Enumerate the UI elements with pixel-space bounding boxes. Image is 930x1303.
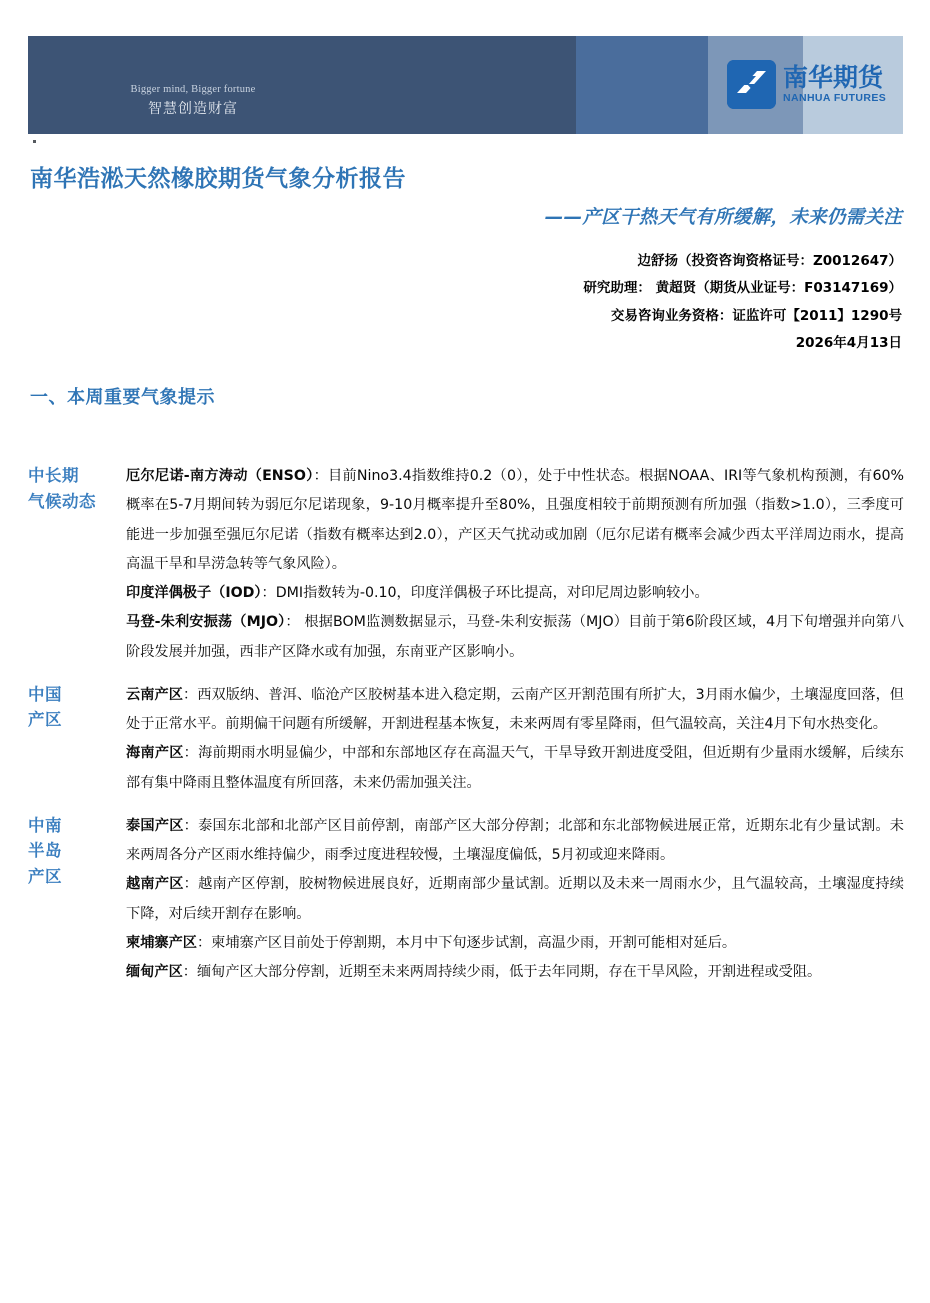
paragraph-text: ： 根据BOM监测数据显示，马登-朱利安振荡（MJO）目前于第6阶段区域，4月下旬增强并向第八阶段发展并加强，西非产区降水或有加强，东南亚产区影响小。 — [126, 614, 905, 660]
logo-text — [783, 65, 886, 104]
company-tagline — [78, 83, 308, 118]
block-label-line: 中南 — [28, 815, 62, 835]
meta-license: 交易咨询业务资格：证监许可【2011】1290号 — [610, 307, 902, 324]
block-label-line: 中国 — [28, 684, 62, 704]
block-label-long-term-climate — [28, 462, 126, 514]
paragraph-thailand — [126, 812, 904, 871]
logo-name-chinese: 南华期货 — [783, 63, 884, 93]
paragraph-text: ：柬埔寨产区目前处于停割期，本月中下旬逐步试割，高温少雨，开割可能相对延后。 — [196, 934, 737, 951]
block-label-indochina-region — [28, 812, 126, 890]
paragraph-iod — [126, 579, 904, 608]
paragraph-vietnam — [126, 870, 904, 929]
page-subtitle: ——产区干热天气有所缓解，未来仍需关注 — [544, 207, 902, 228]
paragraph-term: 印度洋偶极子（IOD） — [126, 585, 262, 601]
report-content — [28, 462, 904, 1001]
block-label-line: 中长期 — [28, 466, 79, 485]
paragraph-text: ：泰国东北部和北部产区目前停割，南部产区大部分停割；北部和东北部物候进展正常，近期东北有少量试割。未来两周各分产区雨水维持偏少，雨季过度进程较慢，土壤湿度偏低，5月初或迎来降雨。 — [126, 817, 904, 863]
company-logo — [727, 60, 886, 109]
block-body — [126, 812, 904, 988]
tagline-english: Bigger mind, Bigger fortune — [130, 83, 256, 95]
paragraph-term: 云南产区 — [126, 686, 183, 703]
paragraph-term: 海南产区 — [126, 745, 184, 762]
paragraph-term: 厄尔尼诺-南方涛动（ENSO） — [126, 468, 314, 484]
paragraph-term: 柬埔寨产区 — [126, 934, 197, 951]
block-label-line: 半岛 — [28, 841, 62, 861]
meta-assistant: 研究助理： 黄超贤（期货从业证号：F03147169） — [583, 280, 902, 297]
paragraph-term: 泰国产区 — [126, 817, 184, 834]
block-label-line: 气候动态 — [28, 491, 96, 511]
block-body — [126, 462, 904, 667]
paragraph-text: ：缅甸产区大部分停割，近期至未来两周持续少雨，低于去年同期，存在干旱风险，开割进程或受阻。 — [182, 964, 822, 980]
paragraph-text: ：海前期雨水明显偏少，中部和东部地区存在高温天气，干旱导致开割进度受阻，但近期有少量雨水缓解，后续东部有集中降雨且整体温度有所回落，未来仍需加强关注。 — [126, 745, 904, 791]
paragraph-enso — [126, 462, 904, 579]
logo-name-english: NANHUA FUTURES — [783, 92, 887, 105]
paragraph-term: 越南产区 — [126, 876, 184, 893]
meta-analyst: 边舒扬（投资咨询资格证号：Z0012647） — [637, 253, 902, 269]
block-body — [126, 681, 904, 798]
meta-date: 2026年4月13日 — [795, 334, 902, 351]
block-label-line: 产区 — [28, 710, 62, 730]
banner-band-mid — [576, 36, 708, 134]
block-label-china-region — [28, 681, 126, 733]
paragraph-term: 缅甸产区 — [126, 964, 183, 980]
content-block — [28, 681, 904, 798]
paragraph-cambodia — [126, 929, 904, 958]
block-label-line: 产区 — [28, 866, 62, 886]
tagline-chinese: 智慧创造财富 — [148, 100, 238, 117]
paragraph-mjo — [126, 608, 904, 667]
page-title: 南华浩淞天然橡胶期货气象分析报告 — [30, 166, 406, 192]
paragraph-text: ：目前Nino3.4指数维持0.2（0），处于中性状态。根据NOAA、IRI等气象机构预测，有60%概率在5-7月期间转为弱厄尔尼诺现象，9-10月概率提升至80%，且强度相较于前期预测有所加强（指数>1.0），三季度可能进一步加强至强厄尔尼诺（指数有概率达到2.0），产区天气扰动或加剧（厄尔尼诺有概率会减少西太平洋周边雨水，提高高温干旱和旱涝急转等气象风险）。 — [126, 468, 904, 572]
section-heading-weekly-highlights: 一、本周重要气象提示 — [30, 387, 215, 408]
paragraph-yunnan — [126, 681, 904, 740]
content-block — [28, 462, 904, 667]
paragraph-myanmar — [126, 958, 904, 987]
content-block — [28, 812, 904, 988]
stray-dot-mark — [33, 140, 36, 143]
document-meta — [583, 248, 902, 357]
paragraph-hainan — [126, 739, 904, 798]
paragraph-text: ：DMI指数转为-0.10，印度洋偶极子环比提高，对印尼周边影响较小。 — [261, 585, 709, 601]
paragraph-text: ：西双版纳、普洱、临沧产区胶树基本进入稳定期，云南产区开割范围有所扩大，3月雨水偏少，土壤湿度回落，但处于正常水平。前期偏干问题有所缓解，开割进程基本恢复，未来两周有零星降雨，但气温较高，关注4月下旬水热变化。 — [126, 686, 904, 732]
paragraph-text: ：越南产区停割，胶树物候进展良好，近期南部少量试割。近期以及未来一周雨水少，且气温较高，土壤湿度持续下降，对后续开割存在影响。 — [126, 876, 904, 922]
nanhua-logo-icon — [727, 60, 776, 109]
paragraph-term: 马登-朱利安振荡（MJO） — [126, 614, 286, 631]
